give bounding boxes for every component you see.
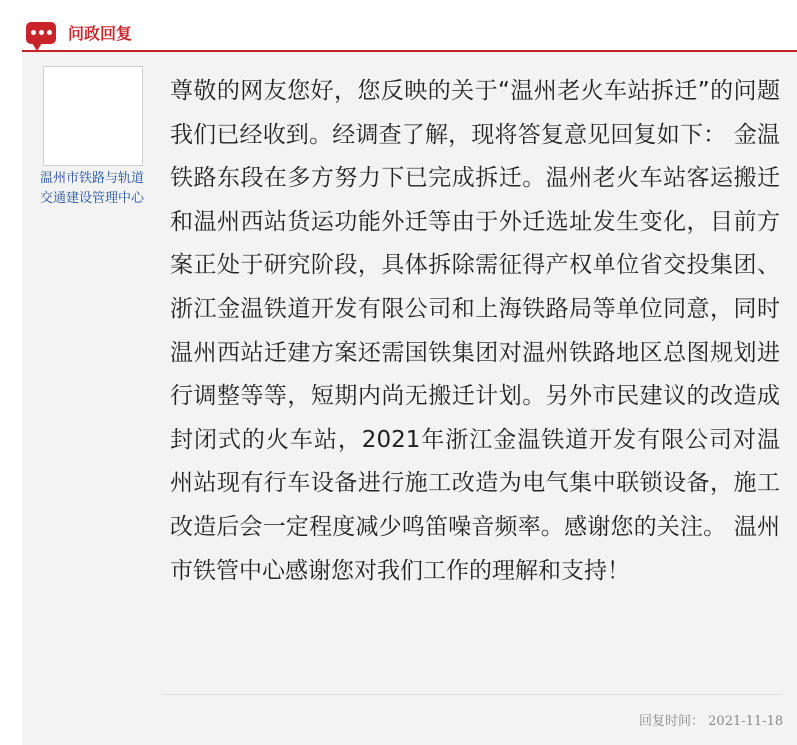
section-title: 问政回复 (68, 24, 133, 43)
footer-divider (162, 694, 782, 695)
reply-time-label: 回复时间： (639, 714, 705, 729)
reply-body: 尊敬的网友您好，您反映的关于“温州老火车站拆迁”的问题我们已经收到。经调查了解，现将答复意见回复如下： 金温铁路东段在多方努力下已完成拆迁。温州老火车站客运搬迁和温州西站货运功能外迁等由于外迁选址发生变化，目前方案正处于研究阶段，具体拆除需征得产权单位省交投集团、浙江金温铁道开发有限公司和上海铁路局等单位同意，同时温州西站迁建方案还需国铁集团对温州铁路地区总图规划进行调整等等，短期内尚无搬迁计划。另外市民建议的改造成封闭式的火车站，2021年浙江金温铁道开发有限公司对温州站现有行车设备进行施工改造为电气集中联锁设备，施工改造后会一定程度减少鸣笛噪音频率。感谢您的关注。 温州市铁管中心感谢您对我们工作的理解和支持！ (170, 78, 780, 584)
reply-card (22, 52, 797, 745)
reply-time-value: 2021-11-18 (708, 714, 784, 729)
chat-bubble-icon (26, 22, 56, 44)
section-header (0, 0, 797, 52)
reply-time (639, 714, 783, 730)
org-name: 温州市铁路与轨道交通建设管理中心 (39, 171, 144, 206)
org-avatar (43, 66, 143, 166)
